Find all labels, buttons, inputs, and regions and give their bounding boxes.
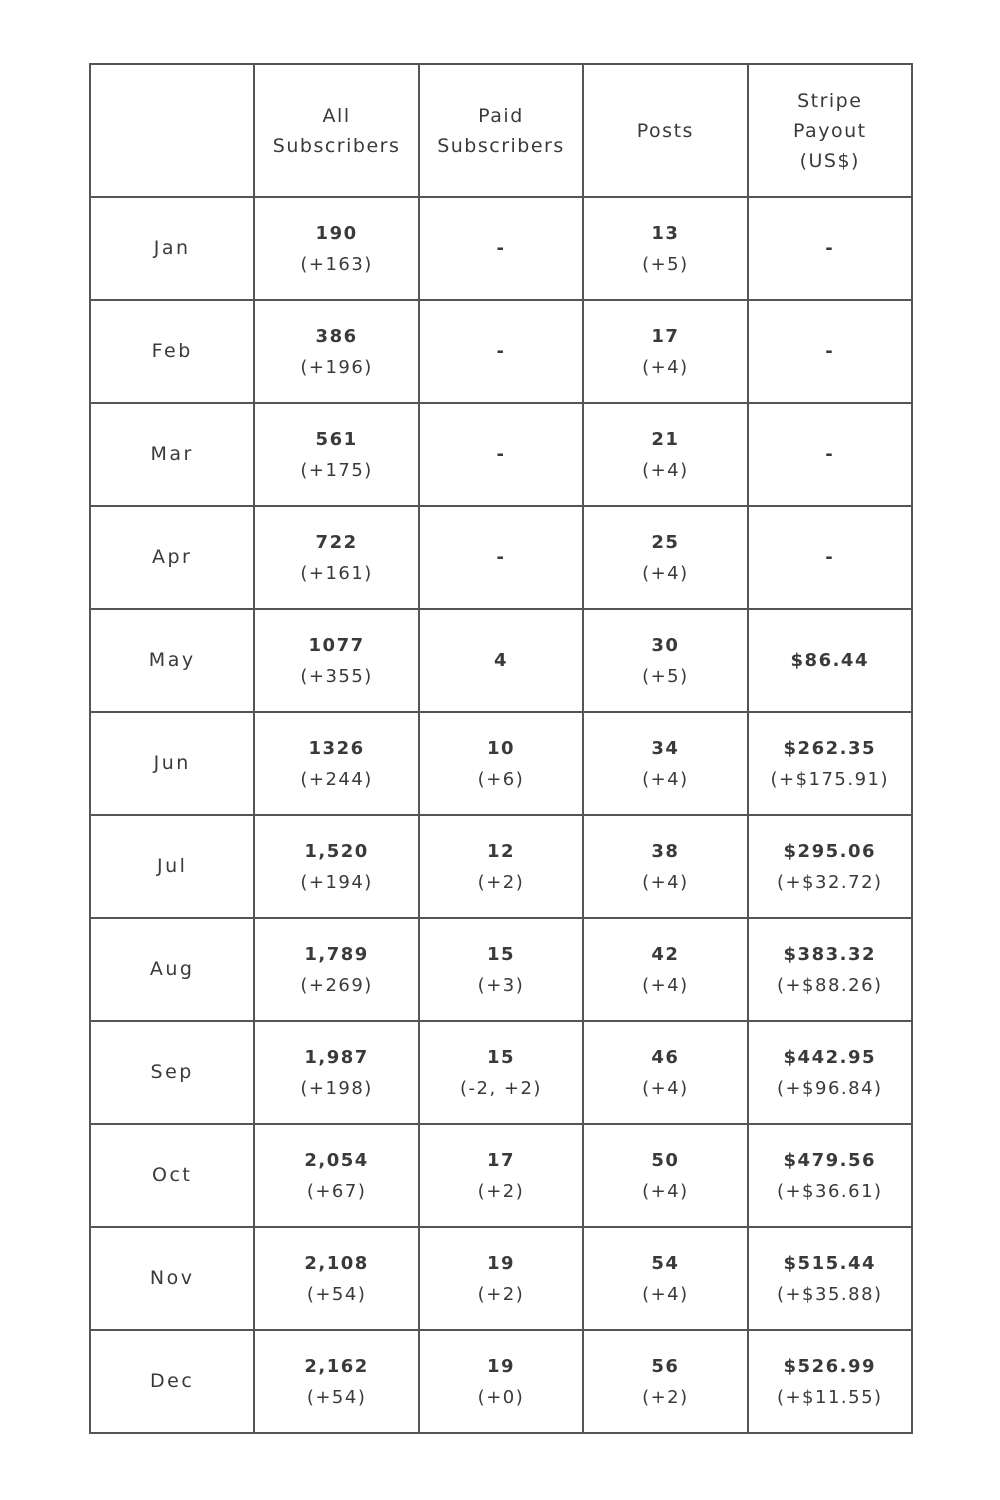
month-cell bbox=[90, 1021, 254, 1124]
paid-subscribers-cell bbox=[419, 815, 583, 918]
month-label: Sep bbox=[150, 1061, 194, 1083]
stripe-payout-cell bbox=[748, 1227, 912, 1330]
paid-subscribers-value: 15 bbox=[486, 943, 515, 965]
header-stripe-payout-line2: Payout bbox=[792, 119, 867, 142]
all-subscribers-cell bbox=[254, 918, 418, 1021]
paid-subscribers-cell bbox=[419, 609, 583, 712]
stripe-payout-value: $515.44 bbox=[783, 1252, 876, 1274]
header-corner bbox=[90, 64, 254, 197]
all-subscribers-cell bbox=[254, 1227, 418, 1330]
table-row bbox=[90, 1124, 912, 1227]
all-subscribers-change: (+355) bbox=[300, 665, 373, 687]
stripe-payout-cell bbox=[748, 815, 912, 918]
paid-subscribers-value: - bbox=[496, 238, 506, 259]
header-posts-line1: Posts bbox=[636, 119, 694, 142]
stripe-payout-cell bbox=[748, 1330, 912, 1433]
posts-change: (+4) bbox=[642, 459, 689, 481]
all-subscribers-change: (+194) bbox=[300, 871, 373, 893]
posts-change: (+2) bbox=[642, 1386, 689, 1408]
paid-subscribers-change: (+2) bbox=[477, 1180, 525, 1202]
posts-cell bbox=[583, 918, 747, 1021]
all-subscribers-value: 386 bbox=[315, 325, 358, 347]
paid-subscribers-change: (+6) bbox=[477, 768, 525, 790]
table-row bbox=[90, 918, 912, 1021]
all-subscribers-change: (+269) bbox=[300, 974, 373, 996]
month-cell bbox=[90, 609, 254, 712]
all-subscribers-cell bbox=[254, 1124, 418, 1227]
paid-subscribers-value: 15 bbox=[486, 1046, 515, 1068]
month-label: Dec bbox=[150, 1370, 195, 1392]
posts-change: (+4) bbox=[642, 1283, 689, 1305]
month-label: May bbox=[148, 649, 196, 671]
month-label: Nov bbox=[149, 1267, 195, 1289]
all-subscribers-change: (+175) bbox=[300, 459, 373, 481]
table-row bbox=[90, 712, 912, 815]
paid-subscribers-cell bbox=[419, 197, 583, 300]
table-row bbox=[90, 815, 912, 918]
stripe-payout-change: (+$35.88) bbox=[776, 1283, 883, 1305]
all-subscribers-change: (+244) bbox=[300, 768, 373, 790]
all-subscribers-value: 561 bbox=[315, 428, 358, 450]
posts-cell bbox=[583, 1330, 747, 1433]
posts-value: 25 bbox=[651, 531, 680, 553]
posts-cell bbox=[583, 506, 747, 609]
all-subscribers-value: 2,054 bbox=[304, 1149, 369, 1171]
month-cell bbox=[90, 1227, 254, 1330]
table-row bbox=[90, 197, 912, 300]
table-row bbox=[90, 1330, 912, 1433]
paid-subscribers-change: (+2) bbox=[477, 871, 525, 893]
header-paid-subscribers-line1: Paid bbox=[478, 104, 524, 127]
table-row bbox=[90, 300, 912, 403]
paid-subscribers-value: - bbox=[496, 547, 506, 568]
paid-subscribers-change: (-2, +2) bbox=[459, 1077, 542, 1099]
stripe-payout-value: - bbox=[825, 547, 835, 568]
paid-subscribers-value: - bbox=[496, 341, 506, 362]
stripe-payout-change: (+$11.55) bbox=[776, 1386, 883, 1408]
stripe-payout-cell bbox=[748, 1021, 912, 1124]
table-row bbox=[90, 1021, 912, 1124]
paid-subscribers-value: 12 bbox=[486, 840, 515, 862]
stripe-payout-value: $383.32 bbox=[783, 943, 876, 965]
posts-change: (+4) bbox=[642, 768, 689, 790]
posts-change: (+4) bbox=[642, 974, 689, 996]
all-subscribers-value: 1326 bbox=[308, 737, 365, 759]
all-subscribers-value: 2,162 bbox=[304, 1355, 369, 1377]
all-subscribers-cell bbox=[254, 609, 418, 712]
stripe-payout-value: - bbox=[825, 341, 835, 362]
posts-cell bbox=[583, 403, 747, 506]
header-paid-subscribers-line2: Subscribers bbox=[437, 134, 565, 157]
paid-subscribers-cell bbox=[419, 1227, 583, 1330]
all-subscribers-cell bbox=[254, 300, 418, 403]
all-subscribers-cell bbox=[254, 815, 418, 918]
header-posts bbox=[583, 64, 747, 197]
posts-value: 38 bbox=[651, 840, 680, 862]
header-stripe-payout-line3: (US$) bbox=[799, 149, 860, 172]
header-row bbox=[90, 64, 912, 197]
all-subscribers-value: 190 bbox=[315, 222, 358, 244]
stripe-payout-value: $526.99 bbox=[783, 1355, 876, 1377]
paid-subscribers-cell bbox=[419, 918, 583, 1021]
all-subscribers-change: (+163) bbox=[300, 253, 373, 275]
stripe-payout-value: $86.44 bbox=[790, 650, 869, 671]
all-subscribers-value: 722 bbox=[315, 531, 358, 553]
header-stripe-payout bbox=[748, 64, 912, 197]
stripe-payout-value: $442.95 bbox=[783, 1046, 876, 1068]
stripe-payout-cell bbox=[748, 712, 912, 815]
month-cell bbox=[90, 918, 254, 1021]
paid-subscribers-change: (+0) bbox=[477, 1386, 525, 1408]
table-row bbox=[90, 403, 912, 506]
all-subscribers-cell bbox=[254, 1330, 418, 1433]
paid-subscribers-cell bbox=[419, 300, 583, 403]
stripe-payout-cell bbox=[748, 1124, 912, 1227]
posts-cell bbox=[583, 609, 747, 712]
stripe-payout-value: - bbox=[825, 444, 835, 465]
month-label: Mar bbox=[150, 443, 194, 465]
paid-subscribers-cell bbox=[419, 1021, 583, 1124]
header-all-subscribers-line2: Subscribers bbox=[272, 134, 401, 157]
paid-subscribers-value: 4 bbox=[493, 650, 508, 671]
month-cell bbox=[90, 1124, 254, 1227]
all-subscribers-cell bbox=[254, 403, 418, 506]
month-cell bbox=[90, 403, 254, 506]
stripe-payout-change: (+$36.61) bbox=[776, 1180, 883, 1202]
all-subscribers-change: (+161) bbox=[300, 562, 373, 584]
all-subscribers-change: (+54) bbox=[306, 1386, 367, 1408]
posts-cell bbox=[583, 197, 747, 300]
month-label: Jan bbox=[153, 237, 191, 259]
paid-subscribers-value: 19 bbox=[486, 1355, 515, 1377]
all-subscribers-value: 1,987 bbox=[304, 1046, 369, 1068]
month-cell bbox=[90, 506, 254, 609]
stripe-payout-value: $295.06 bbox=[783, 840, 876, 862]
posts-value: 54 bbox=[651, 1252, 680, 1274]
paid-subscribers-change: (+3) bbox=[477, 974, 525, 996]
paid-subscribers-cell bbox=[419, 403, 583, 506]
stripe-payout-value: $479.56 bbox=[783, 1149, 876, 1171]
all-subscribers-change: (+196) bbox=[300, 356, 373, 378]
month-cell bbox=[90, 815, 254, 918]
posts-value: 56 bbox=[651, 1355, 680, 1377]
stripe-payout-change: (+$96.84) bbox=[776, 1077, 883, 1099]
stripe-payout-change: (+$88.26) bbox=[776, 974, 883, 996]
paid-subscribers-cell bbox=[419, 712, 583, 815]
month-cell bbox=[90, 712, 254, 815]
paid-subscribers-value: - bbox=[496, 444, 506, 465]
table-body bbox=[90, 197, 912, 1433]
posts-value: 34 bbox=[651, 737, 680, 759]
paid-subscribers-value: 17 bbox=[486, 1149, 515, 1171]
posts-value: 21 bbox=[651, 428, 680, 450]
monthly-stats-table bbox=[89, 63, 913, 1434]
stripe-payout-cell bbox=[748, 506, 912, 609]
posts-value: 42 bbox=[651, 943, 680, 965]
posts-change: (+4) bbox=[642, 1180, 689, 1202]
posts-cell bbox=[583, 712, 747, 815]
all-subscribers-cell bbox=[254, 712, 418, 815]
posts-change: (+4) bbox=[642, 356, 689, 378]
paid-subscribers-cell bbox=[419, 506, 583, 609]
posts-value: 46 bbox=[651, 1046, 680, 1068]
stripe-payout-value: - bbox=[825, 238, 835, 259]
all-subscribers-value: 1,789 bbox=[304, 943, 369, 965]
all-subscribers-cell bbox=[254, 197, 418, 300]
posts-value: 30 bbox=[651, 634, 680, 656]
table-header bbox=[90, 64, 912, 197]
paid-subscribers-cell bbox=[419, 1330, 583, 1433]
stripe-payout-change: (+$175.91) bbox=[770, 768, 890, 790]
posts-value: 17 bbox=[651, 325, 680, 347]
all-subscribers-cell bbox=[254, 1021, 418, 1124]
all-subscribers-value: 2,108 bbox=[304, 1252, 369, 1274]
paid-subscribers-value: 10 bbox=[486, 737, 515, 759]
posts-value: 50 bbox=[651, 1149, 680, 1171]
posts-cell bbox=[583, 815, 747, 918]
posts-cell bbox=[583, 1021, 747, 1124]
month-label: Aug bbox=[149, 958, 195, 980]
stripe-payout-cell bbox=[748, 197, 912, 300]
all-subscribers-change: (+67) bbox=[306, 1180, 367, 1202]
posts-cell bbox=[583, 300, 747, 403]
month-label: Apr bbox=[152, 546, 193, 568]
month-cell bbox=[90, 1330, 254, 1433]
posts-value: 13 bbox=[651, 222, 680, 244]
table-row bbox=[90, 506, 912, 609]
month-cell bbox=[90, 300, 254, 403]
month-cell bbox=[90, 197, 254, 300]
stripe-payout-change: (+$32.72) bbox=[776, 871, 883, 893]
stripe-payout-cell bbox=[748, 918, 912, 1021]
header-all-subscribers-line1: All bbox=[322, 104, 351, 127]
posts-change: (+4) bbox=[642, 562, 689, 584]
all-subscribers-value: 1,520 bbox=[304, 840, 369, 862]
month-label: Oct bbox=[152, 1164, 193, 1186]
paid-subscribers-change: (+2) bbox=[477, 1283, 525, 1305]
all-subscribers-value: 1077 bbox=[308, 634, 365, 656]
month-label: Feb bbox=[151, 340, 193, 362]
month-label: Jun bbox=[153, 752, 191, 774]
stripe-payout-value: $262.35 bbox=[783, 737, 876, 759]
all-subscribers-cell bbox=[254, 506, 418, 609]
posts-cell bbox=[583, 1227, 747, 1330]
posts-change: (+4) bbox=[642, 1077, 689, 1099]
stripe-payout-cell bbox=[748, 609, 912, 712]
paid-subscribers-cell bbox=[419, 1124, 583, 1227]
table-row bbox=[90, 609, 912, 712]
stripe-payout-cell bbox=[748, 403, 912, 506]
table-row bbox=[90, 1227, 912, 1330]
stripe-payout-cell bbox=[748, 300, 912, 403]
posts-cell bbox=[583, 1124, 747, 1227]
header-all-subscribers bbox=[254, 64, 418, 197]
posts-change: (+5) bbox=[642, 253, 689, 275]
month-label: Jul bbox=[156, 855, 188, 877]
header-paid-subscribers bbox=[419, 64, 583, 197]
all-subscribers-change: (+198) bbox=[300, 1077, 373, 1099]
all-subscribers-change: (+54) bbox=[306, 1283, 367, 1305]
posts-change: (+5) bbox=[642, 665, 689, 687]
paid-subscribers-value: 19 bbox=[486, 1252, 515, 1274]
posts-change: (+4) bbox=[642, 871, 689, 893]
header-stripe-payout-line1: Stripe bbox=[797, 89, 863, 112]
